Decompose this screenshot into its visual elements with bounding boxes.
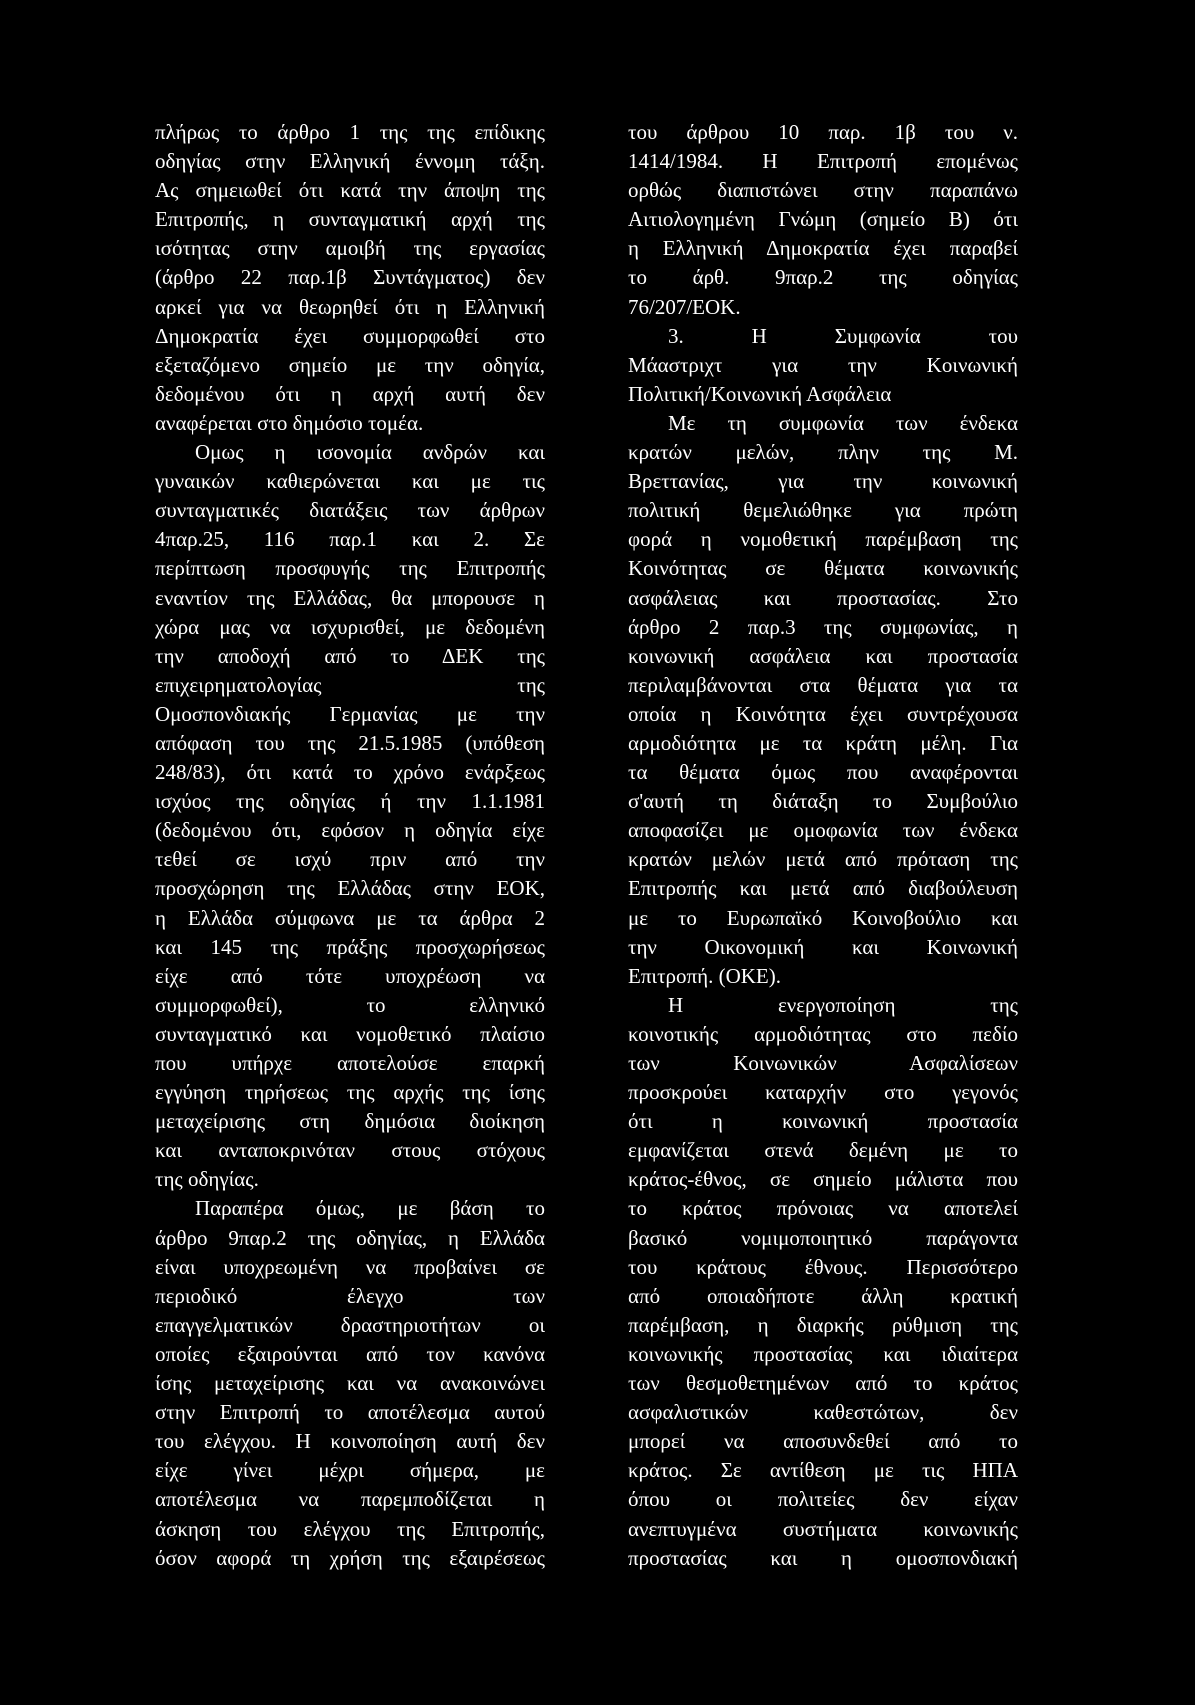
text-line: κοινωνική ασφάλεια και προστασία	[628, 643, 1018, 668]
text-line: οδηγίας στην Ελληνική έννομη τάξη.	[155, 149, 545, 174]
text-line: πολιτική θεμελιώθηκε για πρώτη	[628, 498, 1018, 523]
text-line: συμμορφωθεί), το ελληνικό	[155, 992, 545, 1017]
text-line: κράτος. Σε αντίθεση με τις ΗΠΑ	[628, 1458, 1018, 1483]
text-line: με το Ευρωπαϊκό Κοινοβούλιο και	[628, 905, 1018, 930]
text-line: των Κοινωνικών Ασφαλίσεων	[628, 1051, 1018, 1075]
text-line: απόφαση του της 21.5.1985 (υπόθεση	[155, 730, 545, 755]
text-line: ότι η κοινωνική προστασία	[628, 1109, 1018, 1134]
text-line: Αιτιολογημένη Γνώμη (σημείο Β) ότι	[628, 207, 1018, 232]
text-line: το άρθ. 9παρ.2 της οδηγίας	[628, 265, 1018, 290]
text-line: αποτέλεσμα να παρεμποδίζεται η	[155, 1487, 545, 1512]
text-line: οποία η Κοινότητα έχει συντρέχουσα	[628, 701, 1018, 726]
text-line: συνταγματικό και νομοθετικό πλαίσιο	[155, 1021, 545, 1046]
paragraph-start-line: Παραπέρα όμως, με βάση το	[195, 1196, 545, 1221]
text-line: γυναικών καθιερώνεται και με τις	[155, 469, 545, 494]
text-line: αποφασίζει με ομοφωνία των ένδεκα	[628, 818, 1018, 843]
text-line: η Ελληνική Δημοκρατία έχει παραβεί	[628, 236, 1018, 261]
text-line: και ανταποκρινόταν στους στόχους	[155, 1138, 545, 1163]
text-line: κοινοτικής αρμοδιότητας στο πεδίο	[628, 1021, 1018, 1046]
text-line: κοινωνικής προστασίας και ιδιαίτερα	[628, 1341, 1018, 1366]
text-line: την αποδοχή από το ΔΕΚ της	[155, 643, 545, 668]
text-line: αρμοδιότητα με τα κράτη μέλη. Για	[628, 730, 1018, 755]
text-line: βασικό νομιμοποιητικό παράγοντα	[628, 1225, 1018, 1250]
text-line: προσχώρηση της Ελλάδας στην ΕΟΚ,	[155, 876, 545, 901]
text-line: που υπήρχε αποτελούσε επαρκή	[155, 1051, 545, 1075]
text-line: ισότητας στην αμοιβή της εργασίας	[155, 236, 545, 261]
text-line: ανεπτυγμένα συστήματα κοινωνικής	[628, 1516, 1018, 1541]
section-heading-line: 3. Η Συμφωνία του	[668, 323, 1018, 348]
text-line: Κοινότητας σε θέματα κοινωνικής	[628, 556, 1018, 581]
text-line: περιοδικό έλεγχο των	[155, 1283, 545, 1308]
text-line: ασφάλειας και προστασίας. Στο	[628, 585, 1018, 610]
text-line: κρατών μελών μετά από πρόταση της	[628, 847, 1018, 872]
text-line: (δεδομένου ότι, εφόσον η οδηγία είχε	[155, 818, 545, 843]
text-line: το κράτος πρόνοιας να αποτελεί	[628, 1196, 1018, 1221]
text-line: αναφέρεται στο δημόσιο τομέα.	[155, 410, 424, 435]
section-heading-line: Πολιτική/Κοινωνική Ασφάλεια	[628, 381, 892, 406]
text-line: (άρθρο 22 παρ.1β Συντάγματος) δεν	[155, 265, 545, 290]
text-line: Επιτροπής, η συνταγματική αρχή της	[155, 207, 545, 232]
text-line: περιλαμβάνονται στα θέματα για τα	[628, 672, 1018, 697]
text-line: επιχειρηματολογίας της	[155, 672, 545, 697]
text-line: ίσης μεταχείρισης και να ανακοινώνει	[155, 1371, 545, 1396]
text-line: και 145 της πράξης προσχωρήσεως	[155, 934, 545, 959]
text-line: ισχύος της οδηγίας ή την 1.1.1981	[155, 789, 545, 814]
text-line: εμφανίζεται στενά δεμένη με το	[628, 1138, 1018, 1163]
text-line: 1414/1984. Η Επιτροπή επομένως	[628, 149, 1018, 174]
text-line: περίπτωση προσφυγής της Επιτροπής	[155, 556, 545, 581]
text-line: εναντίον της Ελλάδας, θα μπορουσε η	[155, 585, 545, 610]
text-line: της οδηγίας.	[155, 1167, 259, 1192]
text-line: όσον αφορά τη χρήση της εξαιρέσεως	[155, 1545, 545, 1570]
paragraph-start-line: Η ενεργοποίηση της	[668, 992, 1018, 1017]
left-text-column	[155, 118, 545, 1573]
section-heading-line: Μάαστριχτ για την Κοινωνική	[628, 352, 1018, 377]
text-line: ορθώς διαπιστώνει στην παραπάνω	[628, 178, 1018, 203]
paragraph-start-line: Ομως η ισονομία ανδρών και	[195, 440, 545, 465]
text-line: Επιτροπή. (ΟΚΕ).	[628, 963, 781, 988]
text-line: από οποιαδήποτε άλλη κρατική	[628, 1283, 1018, 1308]
text-line: τεθεί σε ισχύ πριν από την	[155, 847, 545, 872]
text-line: την Οικονομική και Κοινωνική	[628, 934, 1018, 959]
paragraph-start-line: Με τη συμφωνία των ένδεκα	[668, 410, 1018, 435]
text-line: του ελέγχου. Η κοινοποίηση αυτή δεν	[155, 1429, 545, 1454]
text-line: 4παρ.25, 116 παρ.1 και 2. Σε	[155, 527, 545, 552]
text-line: αρκεί για να θεωρηθεί ότι η Ελληνική	[155, 294, 545, 319]
text-line: 76/207/ΕΟΚ.	[628, 294, 741, 319]
text-line: παρέμβαση, η διαρκής ρύθμιση της	[628, 1312, 1018, 1337]
right-text-column	[628, 118, 1018, 1573]
text-line: είχε γίνει μέχρι σήμερα, με	[155, 1458, 545, 1483]
text-line: είχε από τότε υποχρέωση να	[155, 963, 545, 988]
text-line: συνταγματικές διατάξεις των άρθρων	[155, 498, 545, 523]
text-line: πλήρως το άρθρο 1 της της επίδικης	[155, 120, 545, 144]
text-line: εγγύηση τηρήσεως της αρχής της ίσης	[155, 1080, 545, 1105]
text-line: δεδομένου ότι η αρχή αυτή δεν	[155, 381, 545, 406]
text-line: των θεσμοθετημένων από το κράτος	[628, 1371, 1018, 1396]
text-line: 248/83), ότι κατά το χρόνο ενάρξεως	[155, 760, 545, 785]
text-line: Βρεττανίας, για την κοινωνική	[628, 469, 1018, 494]
text-line: είναι υποχρεωμένη να προβαίνει σε	[155, 1254, 545, 1279]
text-line: η Ελλάδα σύμφωνα με τα άρθρα 2	[155, 905, 545, 930]
text-line: επαγγελματικών δραστηριοτήτων οι	[155, 1312, 545, 1337]
text-line: ασφαλιστικών καθεστώτων, δεν	[628, 1400, 1018, 1425]
text-line: άσκηση του ελέγχου της Επιτροπής,	[155, 1516, 545, 1541]
text-line: όπου οι πολιτείες δεν είχαν	[628, 1487, 1018, 1512]
text-line: προστασίας και η ομοσπονδιακή	[628, 1545, 1018, 1570]
text-line: χώρα μας να ισχυρισθεί, με δεδομένη	[155, 614, 545, 639]
text-line: κράτος-έθνος, σε σημείο μάλιστα που	[628, 1167, 1018, 1192]
text-line: Δημοκρατία έχει συμμορφωθεί στο	[155, 323, 545, 348]
text-line: Ας σημειωθεί ότι κατά την άποψη της	[155, 178, 545, 203]
text-line: τα θέματα όμως που αναφέρονται	[628, 760, 1018, 785]
text-line: Ομοσπονδιακής Γερμανίας με την	[155, 701, 545, 726]
text-line: άρθρο 2 παρ.3 της συμφωνίας, η	[628, 614, 1018, 639]
text-line: προσκρούει καταρχήν στο γεγονός	[628, 1080, 1018, 1105]
text-line: φορά η νομοθετική παρέμβαση της	[628, 527, 1018, 552]
text-line: σ'αυτή τη διάταξη το Συμβούλιο	[628, 789, 1018, 814]
text-line: άρθρο 9παρ.2 της οδηγίας, η Ελλάδα	[155, 1225, 545, 1250]
text-line: μπορεί να αποσυνδεθεί από το	[628, 1429, 1018, 1454]
text-line: του κράτους έθνους. Περισσότερο	[628, 1254, 1018, 1279]
text-line: στην Επιτροπή το αποτέλεσμα αυτού	[155, 1400, 545, 1425]
text-line: κρατών μελών, πλην της Μ.	[628, 440, 1018, 465]
text-line: μεταχείρισης στη δημόσια διοίκηση	[155, 1109, 545, 1134]
text-line: του άρθρου 10 παρ. 1β του ν.	[628, 120, 1018, 144]
text-line: Επιτροπής και μετά από διαβούλευση	[628, 876, 1018, 901]
text-line: οποίες εξαιρούνται από τον κανόνα	[155, 1341, 545, 1366]
text-line: εξεταζόμενο σημείο με την οδηγία,	[155, 352, 545, 377]
